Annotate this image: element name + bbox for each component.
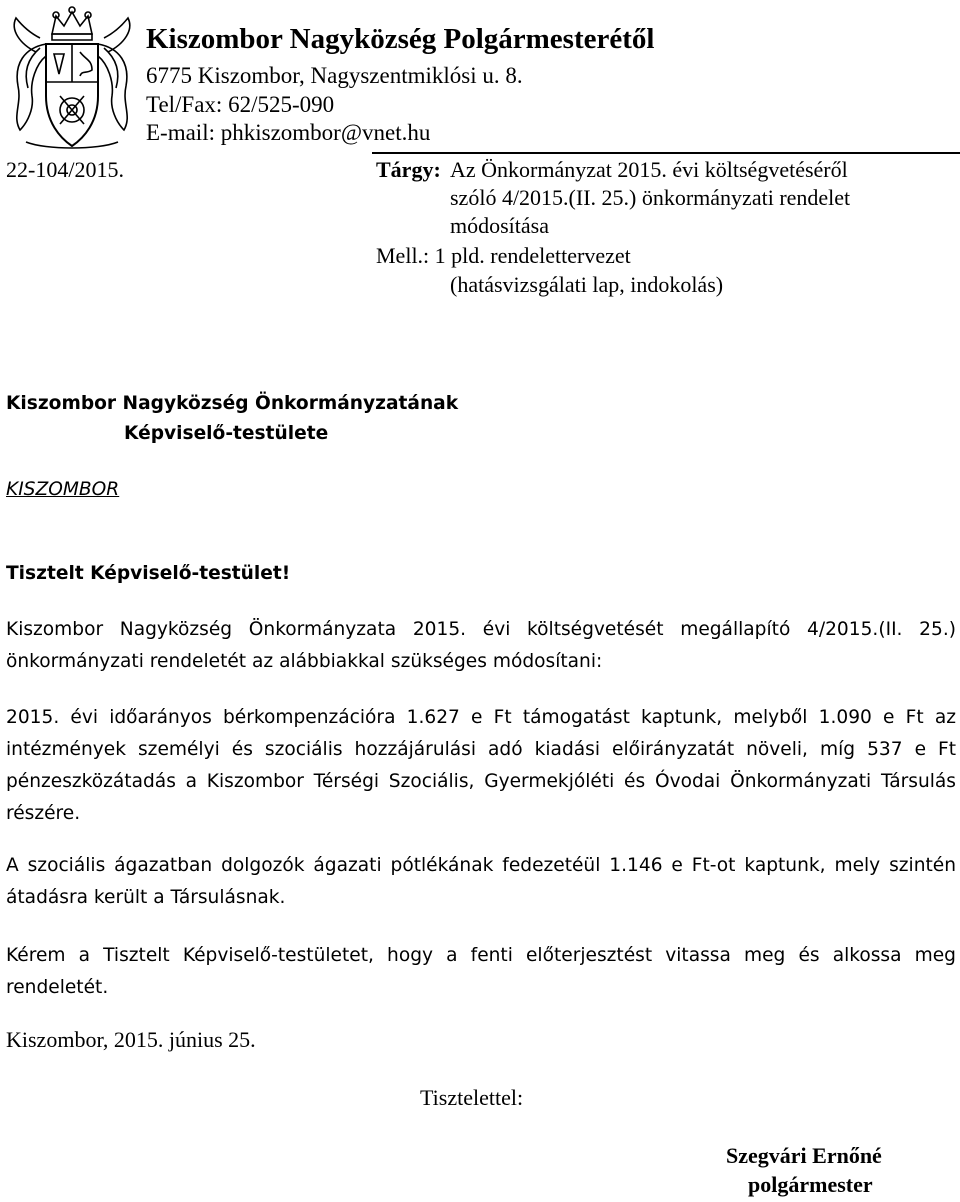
body-paragraph-1: Kiszombor Nagyközség Önkormányzata 2015. évi költségvetését megállapító 4/2015.(II. 25.) önkormányzati rendeletét az alábbiakkal szükséges módosítani: <box>6 619 956 672</box>
letterhead-email: E-mail: phkiszombor@vnet.hu <box>146 120 431 145</box>
letterhead-telfax: Tel/Fax: 62/525-090 <box>146 92 335 117</box>
addressee-line-1: Kiszombor Nagyközség Önkormányzatának <box>6 393 459 414</box>
subject-label: Tárgy: <box>376 157 441 182</box>
salutation: Tisztelt Képviselő-testület! <box>6 563 291 584</box>
signature-name: Szegvári Ernőné <box>726 1143 882 1168</box>
letterhead-title: Kiszombor Nagyközség Polgármesterétől <box>146 23 655 55</box>
subject-line-1: Az Önkormányzat 2015. évi költségvetéséről <box>450 157 848 182</box>
subject-line-2: szóló 4/2015.(II. 25.) önkormányzati rendelet <box>450 185 851 210</box>
place-date: Kiszombor, 2015. június 25. <box>6 1027 256 1052</box>
attachment-line-2: (hatásvizsgálati lap, indokolás) <box>450 272 724 297</box>
subject-line-3: módosítása <box>450 213 549 238</box>
closing: Tisztelettel: <box>420 1085 524 1110</box>
addressee-city: KISZOMBOR <box>6 479 120 500</box>
signature-title: polgármester <box>748 1172 873 1197</box>
file-number: 22-104/2015. <box>6 157 124 182</box>
letterhead-divider <box>372 152 960 154</box>
letterhead-address: 6775 Kiszombor, Nagyszentmiklósi u. 8. <box>146 63 523 88</box>
coat-of-arms-icon <box>6 4 138 154</box>
body-paragraph-4: Kérem a Tisztelt Képviselő-testületet, hogy a fenti előterjesztést vitassa meg és alkossa meg rendeletét. <box>6 945 956 998</box>
body-paragraph-3: A szociális ágazatban dolgozók ágazati pótlékának fedezetéül 1.146 e Ft-ot kaptunk, mely szintén átadásra került a Társulásnak. <box>6 855 956 908</box>
body-paragraph-2: 2015. évi időarányos bérkompenzációra 1.627 e Ft támogatást kaptunk, melyből 1.090 e Ft az intézmények személyi és szociális hozzájárulási adó kiadási előirányzatát növeli, míg 537 e Ft pénzeszközátadás a Kiszombor Térségi Szociális, Gyermekjóléti és Óvodai Önkormányzati Társulás részére. <box>6 707 956 824</box>
attachment-line-1: Mell.: 1 pld. rendelettervezet <box>376 243 631 268</box>
addressee-line-2: Képviselő-testülete <box>124 423 329 444</box>
